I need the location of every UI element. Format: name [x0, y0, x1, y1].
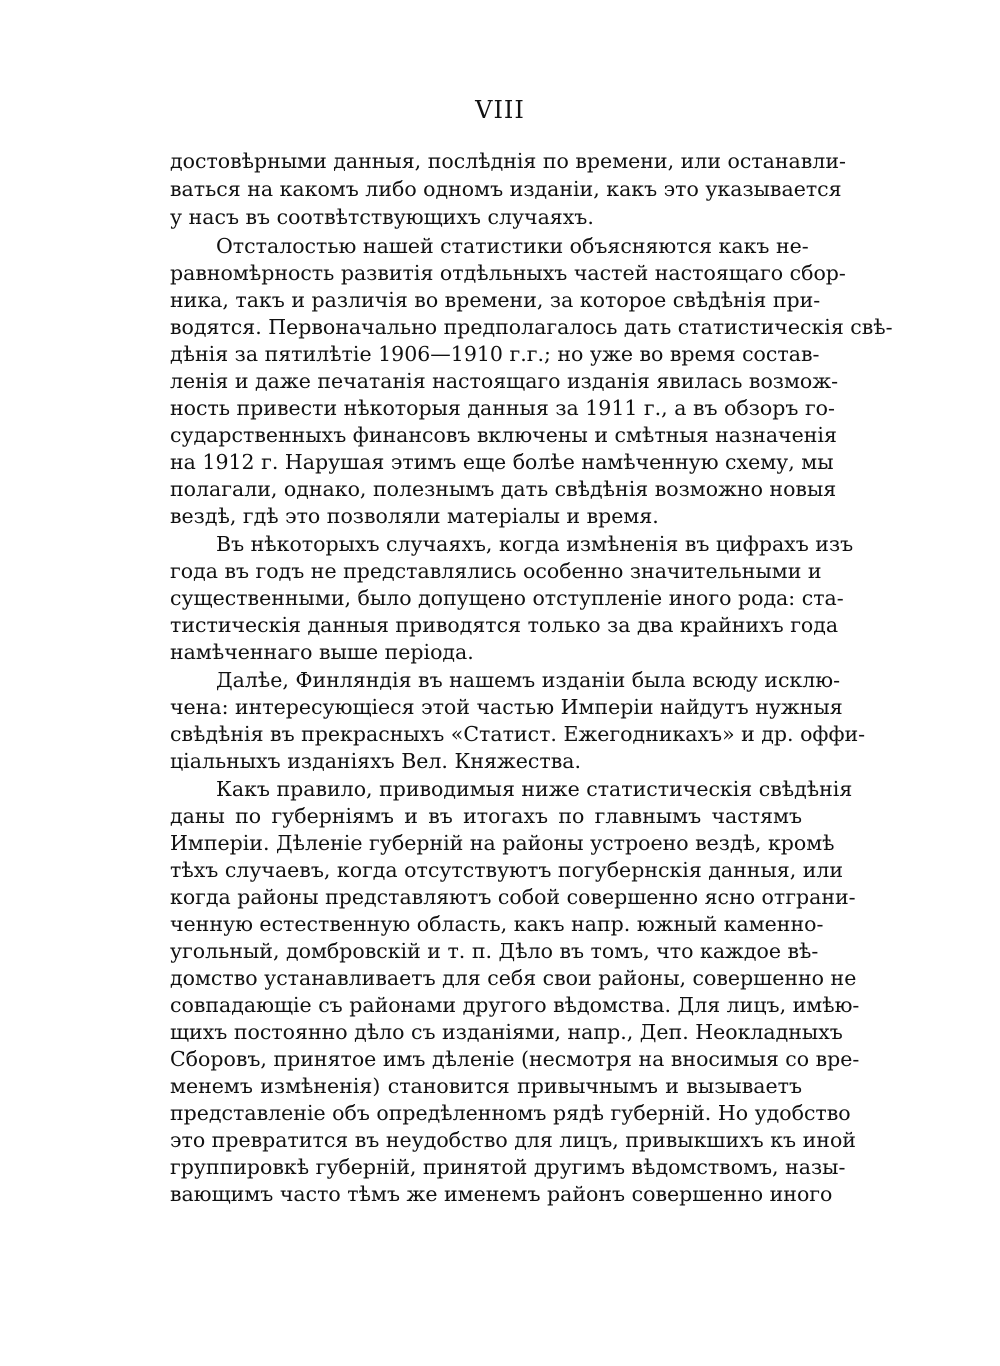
text-line: вездѣ, гдѣ это позволяли матеріалы и время. — [170, 504, 659, 528]
text-line: угольный, домбровскій и т. п. Дѣло въ томъ, что каждое вѣ- — [170, 939, 819, 963]
page-number: VIII — [475, 96, 525, 124]
text-line: щихъ постоянно дѣло съ изданіями, напр., Деп. Неокладныхъ — [170, 1020, 843, 1044]
text-line: представленіе объ опредѣленномъ рядѣ губерній. Но удобство — [170, 1101, 851, 1125]
text-line: ціальныхъ изданіяхъ Вел. Княжества. — [170, 749, 582, 773]
text-line: домство устанавливаетъ для себя свои районы, совершенно не — [170, 966, 857, 990]
text-line: достовѣрными данныя, послѣднія по времени, или останавли- — [170, 149, 846, 173]
text-line: тистическія данныя приводятся только за два крайнихъ года — [170, 613, 839, 637]
text-line: ленія и даже печатанія настоящаго изданія явилась возмож- — [170, 369, 839, 393]
text-line: Въ нѣкоторыхъ случаяхъ, когда измѣненія въ цифрахъ изъ — [216, 532, 854, 556]
text-line: Отсталостью нашей статистики объясняются какъ не- — [216, 234, 809, 258]
text-line: тѣхъ случаевъ, когда отсутствуютъ погубернскія данныя, или — [170, 858, 844, 882]
text-line: сударственныхъ финансовъ включены и смѣтныя назначенія — [170, 423, 837, 447]
text-line: ника, такъ и различія во времени, за которое свѣдѣнія при- — [170, 288, 821, 312]
text-line: равномѣрность развитія отдѣльныхъ частей настоящаго сбор- — [170, 261, 846, 285]
text-line: менемъ измѣненія) становится привычнымъ и вызываетъ — [170, 1074, 802, 1098]
text-line: даны по губерніямъ и въ итогахъ по главнымъ частямъ — [170, 804, 802, 828]
text-line: ченную естественную область, какъ напр. южный каменно- — [170, 912, 824, 936]
text-line: свѣдѣнія въ прекрасныхъ «Статист. Ежегодникахъ» и др. оффи- — [170, 722, 866, 746]
text-line: Имперіи. Дѣленіе губерній на районы устроено вездѣ, кромѣ — [170, 831, 835, 855]
text-line: Сборовъ, принятое имъ дѣленіе (несмотря на вносимыя со вре- — [170, 1047, 860, 1071]
text-line: это превратится въ неудобство для лицъ, привыкшихъ къ иной — [170, 1128, 856, 1152]
text-line: группировкѣ губерній, принятой другимъ вѣдомствомъ, назы- — [170, 1155, 846, 1179]
text-line: дѣнія за пятилѣтіе 1906—1910 г.г.; но уже во время состав- — [170, 342, 820, 366]
text-line: совпадающіе съ районами другого вѣдомства. Для лицъ, имѣю- — [170, 993, 860, 1017]
text-line: вающимъ часто тѣмъ же именемъ районъ совершенно иного — [170, 1182, 833, 1206]
text-line: существенными, было допущено отступленіе иного рода: ста- — [170, 586, 844, 610]
text-line: чена: интересующіеся этой частью Имперіи найдутъ нужныя — [170, 695, 843, 719]
text-line: у насъ въ соотвѣтствующихъ случаяхъ. — [170, 205, 594, 229]
text-line: когда районы представляютъ собой совершенно ясно отграни- — [170, 885, 856, 909]
text-line: Далѣе, Финляндія въ нашемъ изданіи была всюду исклю- — [216, 668, 841, 692]
text-line: года въ годъ не представлялись особенно значительными и — [170, 559, 822, 583]
text-line: полагали, однако, полезнымъ дать свѣдѣнія возможно новыя — [170, 477, 837, 501]
text-line: водятся. Первоначально предполагалось дать статистическія свѣ- — [170, 315, 893, 339]
text-line: Какъ правило, приводимыя ниже статистическія свѣдѣнія — [216, 777, 853, 801]
text-line: ность привести нѣкоторыя данныя за 1911 г., а въ обзоръ го- — [170, 396, 835, 420]
text-line: намѣченнаго выше періода. — [170, 640, 474, 664]
text-line: на 1912 г. Нарушая этимъ еще болѣе намѣченную схему, мы — [170, 450, 834, 474]
text-line: ваться на какомъ либо одномъ изданіи, какъ это указывается — [170, 177, 842, 201]
